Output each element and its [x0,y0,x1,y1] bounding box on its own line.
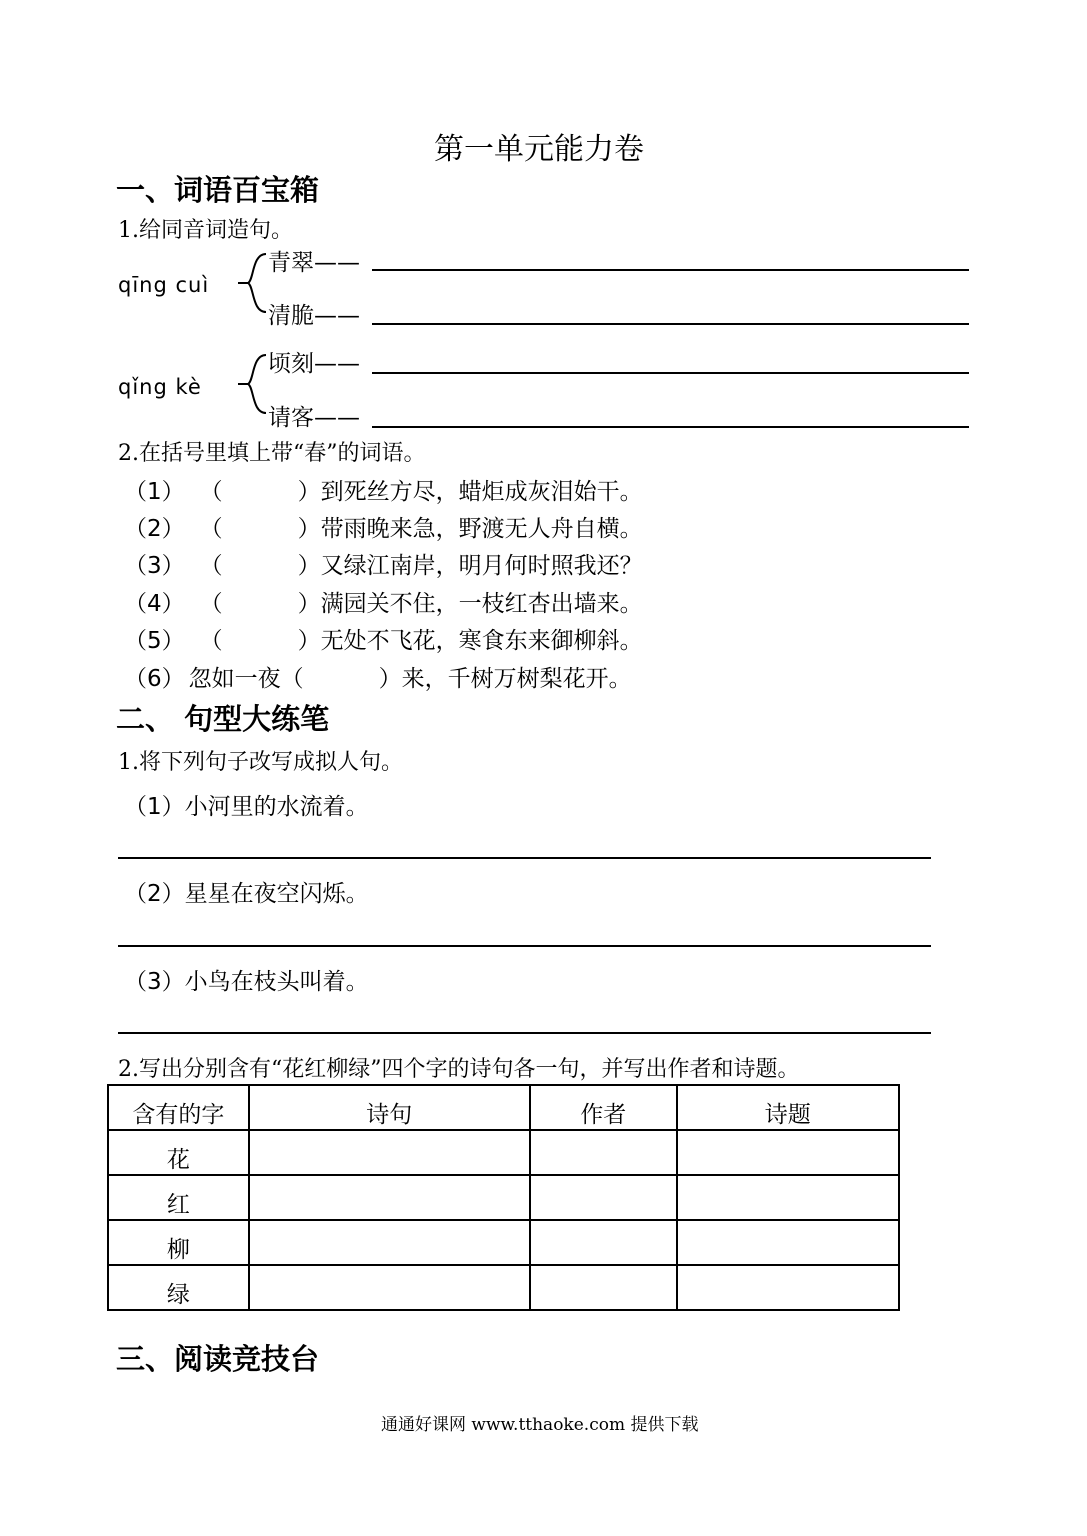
answer-cell[interactable] [249,1265,530,1310]
answer-cell[interactable] [677,1220,899,1265]
answer-cell[interactable] [530,1175,677,1220]
question-poem-table: 2.写出分别含有“花红柳绿”四个字的诗句各一句，并写出作者和诗题。 [118,1057,800,1082]
row-character: 花 [108,1130,249,1175]
table-header-row [108,1085,899,1130]
pinyin-qing-cui: qīng cuì [118,273,210,297]
fill-item [124,585,643,618]
fill-item [124,547,643,580]
fill-item [124,622,643,655]
item-number: （4） [124,591,185,617]
table-row [108,1220,899,1265]
item-text: ）来，千树万树梨花开。 [378,666,632,692]
item-text: ）满园关不住，一枝红杏出墙来。 [297,591,643,617]
brace-icon [234,351,268,417]
word-qingcui-green: 青翠—— [268,250,360,276]
word-qingke-treat: 请客—— [268,405,360,431]
answer-cell[interactable] [530,1220,677,1265]
answer-line[interactable] [372,426,969,428]
answer-cell[interactable] [530,1130,677,1175]
answer-cell[interactable] [677,1265,899,1310]
item-text: ）无处不飞花，寒食东来御柳斜。 [297,628,643,654]
column-header: 诗句 [249,1085,530,1130]
fill-item [124,660,632,693]
answer-cell[interactable] [249,1175,530,1220]
item-number: （2） [124,516,185,542]
section-heading-reading: 三、阅读竞技台 [116,1342,320,1376]
answer-line[interactable] [118,1032,931,1034]
column-header: 诗题 [677,1085,899,1130]
item-number: （6） [124,666,185,692]
sentence-item: （1）小河里的水流着。 [124,794,369,820]
bracket-open: （ [199,516,223,542]
answer-cell[interactable] [249,1220,530,1265]
column-header: 含有的字 [108,1085,249,1130]
answer-line[interactable] [372,372,969,374]
sentence-item: （2）星星在夜空闪烁。 [124,881,369,907]
question-spring-words: 2.在括号里填上带“春”的词语。 [118,441,426,466]
table-row [108,1130,899,1175]
item-number: （3） [124,553,185,579]
bracket-open: （ [199,479,223,505]
row-character: 柳 [108,1220,249,1265]
question-homophones: 1.给同音词造句。 [118,218,293,243]
bracket-open: （ [199,553,223,579]
item-text: ）到死丝方尽，蜡炬成灰泪始干。 [297,479,643,505]
word-qingcui-crisp: 清脆—— [268,303,360,329]
item-text: ）带雨晚来急，野渡无人舟自横。 [297,516,643,542]
answer-cell[interactable] [530,1265,677,1310]
section-heading-vocabulary: 一、词语百宝箱 [116,173,320,207]
answer-line[interactable] [372,323,969,325]
row-character: 红 [108,1175,249,1220]
answer-cell[interactable] [249,1130,530,1175]
question-personification: 1.将下列句子改写成拟人句。 [118,750,403,775]
item-text: ）又绿江南岸，明月何时照我还？ [297,553,643,579]
fill-item [124,510,643,543]
pinyin-qing-ke: qǐng kè [118,375,202,399]
table-row [108,1175,899,1220]
word-qingke-instant: 顷刻—— [268,351,360,377]
page-title: 第一单元能力卷 [434,132,644,167]
answer-line[interactable] [372,269,969,271]
answer-cell[interactable] [677,1130,899,1175]
answer-line[interactable] [118,857,931,859]
row-character: 绿 [108,1265,249,1310]
bracket-open: （ [199,591,223,617]
item-number: （5） [124,628,185,654]
bracket-open: （ [199,628,223,654]
answer-line[interactable] [118,945,931,947]
column-header: 作者 [530,1085,677,1130]
answer-cell[interactable] [677,1175,899,1220]
sentence-item: （3）小鸟在枝头叫着。 [124,969,369,995]
footer-source: 通通好课网 www.tthaoke.com 提供下载 [381,1415,699,1435]
fill-item [124,473,643,506]
brace-icon [234,250,268,316]
item-number: （1） [124,479,185,505]
bracket-open: 忽如一夜（ [188,666,304,692]
section-heading-sentences: 二、 句型大练笔 [116,702,330,736]
poem-table [107,1084,900,1311]
table-row [108,1265,899,1310]
